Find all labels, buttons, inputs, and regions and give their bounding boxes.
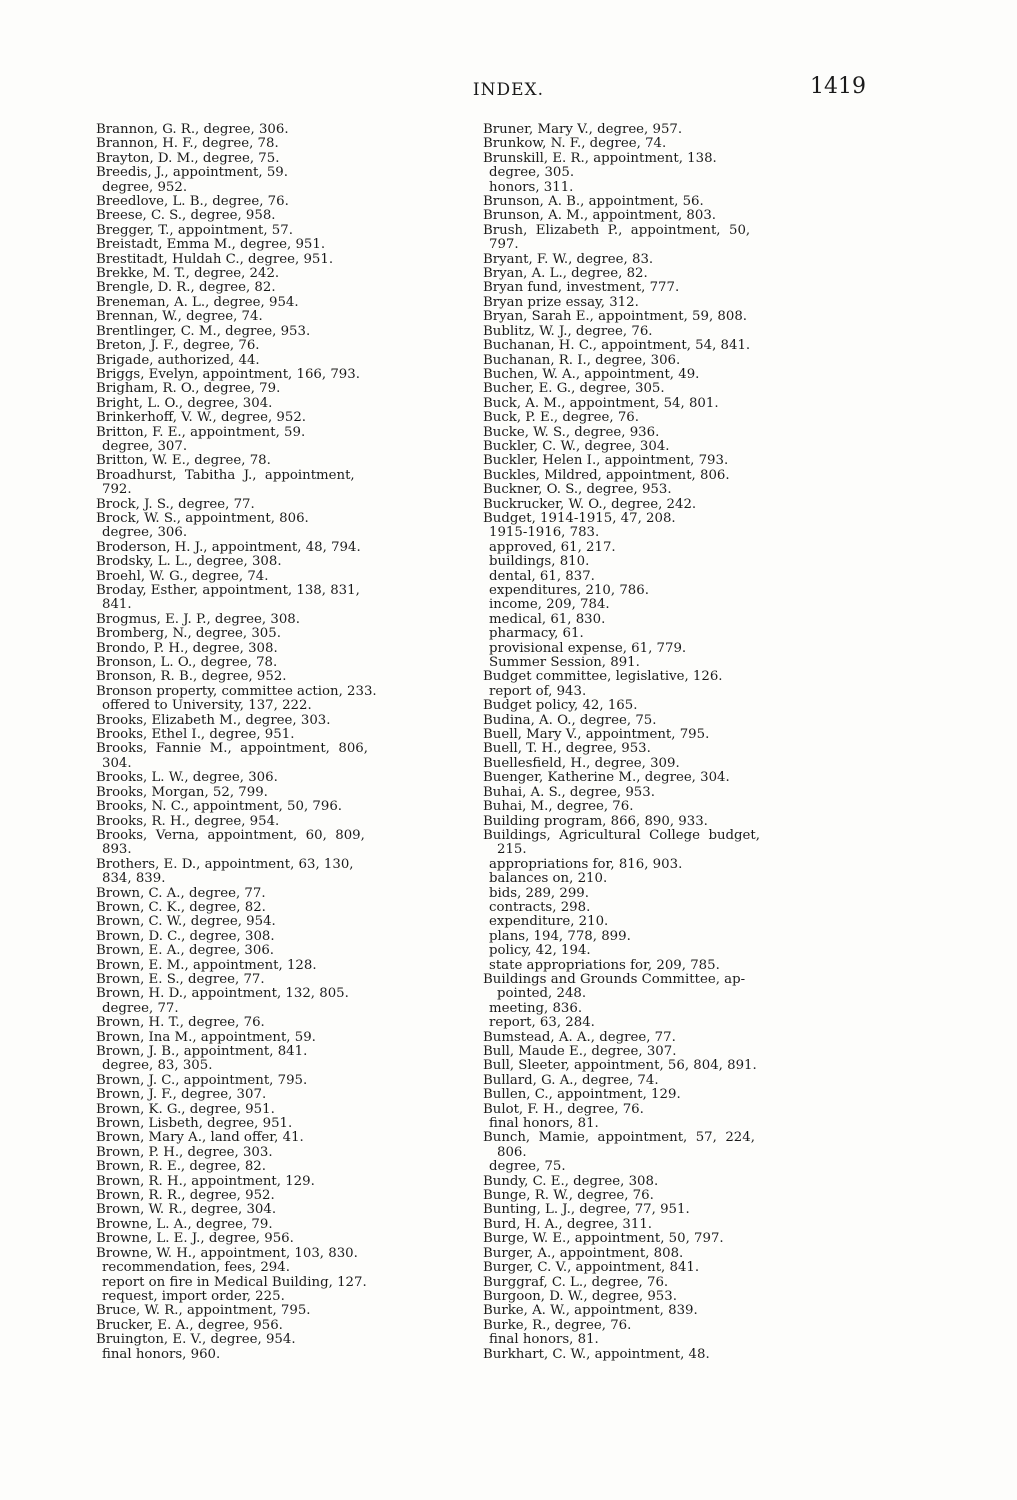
- index-entry: Buhai, M., degree, 76.: [483, 799, 634, 815]
- index-subentry: 797.: [489, 237, 519, 253]
- index-subentry: report on fire in Medical Building, 127.: [102, 1274, 367, 1290]
- index-entry: Britton, F. E., appointment, 59.: [96, 424, 306, 440]
- index-subentry: 893.: [102, 842, 132, 858]
- index-entry: Budget, 1914-1915, 47, 208.: [483, 510, 676, 526]
- index-subentry: Summer Session, 891.: [489, 655, 640, 671]
- index-entry: Bullen, C., appointment, 129.: [483, 1087, 681, 1103]
- index-subentry: request, import order, 225.: [102, 1288, 285, 1304]
- index-entry: Brooks, L. W., degree, 306.: [96, 770, 278, 786]
- index-entry: Burke, A. W., appointment, 839.: [483, 1303, 698, 1319]
- index-entry: Bunting, L. J., degree, 77, 951.: [483, 1202, 690, 1218]
- index-entry: Brannon, H. F., degree, 78.: [96, 136, 279, 152]
- index-entry: Bright, L. O., degree, 304.: [96, 395, 273, 411]
- index-subentry: report of, 943.: [489, 683, 587, 699]
- index-entry: Brooks, Ethel I., degree, 951.: [96, 727, 295, 743]
- index-entry: Brown, C. W., degree, 954.: [96, 914, 276, 930]
- index-entry: Breedis, J., appointment, 59.: [96, 165, 288, 181]
- index-subentry: balances on, 210.: [489, 871, 608, 887]
- index-entry: Bundy, C. E., degree, 308.: [483, 1173, 659, 1189]
- index-entry: Buchanan, R. I., degree, 306.: [483, 352, 681, 368]
- index-entry: Breedlove, L. B., degree, 76.: [96, 194, 289, 210]
- index-subentry: appropriations for, 816, 903.: [489, 856, 683, 872]
- index-entry: Brunskill, E. R., appointment, 138.: [483, 150, 717, 166]
- index-entry: Brekke, M. T., degree, 242.: [96, 266, 280, 282]
- index-entry: Budget policy, 42, 165.: [483, 698, 638, 714]
- index-column-left: [96, 123, 466, 1362]
- index-entry: Bulot, F. H., degree, 76.: [483, 1101, 644, 1117]
- index-entry: Buell, Mary V., appointment, 795.: [483, 727, 710, 743]
- index-subentry: degree, 77.: [102, 1000, 179, 1016]
- index-entry: Brock, J. S., degree, 77.: [96, 496, 255, 512]
- index-entry: Brown, P. H., degree, 303.: [96, 1144, 273, 1160]
- index-entry: Brooks, N. C., appointment, 50, 796.: [96, 799, 343, 815]
- index-subentry: 806.: [497, 1144, 527, 1160]
- index-subentry: degree, 83, 305.: [102, 1058, 213, 1074]
- index-entry: Brown, J. B., appointment, 841.: [96, 1044, 308, 1059]
- index-entry: Brown, R. R., degree, 952.: [96, 1188, 275, 1204]
- index-subentry: offered to University, 137, 222.: [102, 698, 312, 714]
- index-entry: Buchen, W. A., appointment, 49.: [483, 366, 700, 382]
- index-entry: Brown, E. M., appointment, 128.: [96, 957, 317, 973]
- index-entry: Buellesfield, H., degree, 309.: [483, 755, 680, 771]
- index-subentry: degree, 306.: [102, 525, 188, 541]
- index-entry: Brayton, D. M., degree, 75.: [96, 150, 280, 166]
- index-entry: Bromberg, N., degree, 305.: [96, 626, 281, 642]
- index-entry: Bronson, L. O., degree, 78.: [96, 655, 278, 671]
- index-entry: Buildings, Agricultural College budget,: [483, 827, 760, 843]
- index-column-right: [483, 123, 853, 1362]
- index-entry: Brown, J. F., degree, 307.: [96, 1087, 267, 1103]
- index-entry: Brown, H. T., degree, 76.: [96, 1015, 265, 1031]
- index-subentry: dental, 61, 837.: [489, 568, 595, 584]
- index-entry: Brondo, P. H., degree, 308.: [96, 640, 278, 656]
- index-entry: Buildings and Grounds Committee, ap-: [483, 971, 746, 987]
- index-entry: Broehl, W. G., degree, 74.: [96, 568, 269, 584]
- index-subentry: 841.: [102, 597, 132, 613]
- index-entry: Brestitadt, Huldah C., degree, 951.: [96, 251, 334, 267]
- index-entry: Brunson, A. B., appointment, 56.: [483, 194, 704, 210]
- index-subentry: expenditure, 210.: [489, 914, 609, 930]
- index-entry: Bryant, F. W., degree, 83.: [483, 251, 654, 267]
- index-entry: Brennan, W., degree, 74.: [96, 309, 263, 325]
- index-entry: Bruner, Mary V., degree, 957.: [483, 122, 683, 137]
- index-entry: Bryan, A. L., degree, 82.: [483, 266, 648, 282]
- index-entry: Bruington, E. V., degree, 954.: [96, 1332, 296, 1348]
- index-subentry: 834, 839.: [102, 871, 166, 887]
- index-subentry: plans, 194, 778, 899.: [489, 928, 631, 944]
- index-entry: Bryan prize essay, 312.: [483, 294, 639, 310]
- index-entry: Buck, A. M., appointment, 54, 801.: [483, 395, 719, 411]
- index-entry: Burke, R., degree, 76.: [483, 1317, 632, 1333]
- index-entry: Breton, J. F., degree, 76.: [96, 338, 260, 354]
- index-entry: Buell, T. H., degree, 953.: [483, 741, 651, 757]
- index-entry: Buckler, C. W., degree, 304.: [483, 438, 670, 454]
- index-entry: Burkhart, C. W., appointment, 48.: [483, 1346, 710, 1362]
- index-subentry: degree, 75.: [489, 1159, 566, 1175]
- index-entry: Brown, Ina M., appointment, 59.: [96, 1029, 316, 1045]
- index-entry: Brooks, Elizabeth M., degree, 303.: [96, 712, 331, 728]
- index-entry: Buchanan, H. C., appointment, 54, 841.: [483, 338, 751, 354]
- index-entry: Buckles, Mildred, appointment, 806.: [483, 467, 730, 483]
- index-subentry: degree, 307.: [102, 438, 188, 454]
- running-header-title: INDEX.: [472, 80, 545, 100]
- index-subentry: pharmacy, 61.: [489, 626, 584, 642]
- index-subentry: report, 63, 284.: [489, 1015, 595, 1031]
- index-entry: Brogmus, E. J. P., degree, 308.: [96, 611, 300, 627]
- index-entry: Brooks, R. H., degree, 954.: [96, 813, 280, 829]
- index-entry: Brown, D. C., degree, 308.: [96, 928, 275, 944]
- index-entry: Bryan fund, investment, 777.: [483, 280, 680, 296]
- index-entry: Britton, W. E., degree, 78.: [96, 453, 271, 469]
- index-entry: Building program, 866, 890, 933.: [483, 813, 708, 829]
- index-entry: Browne, L. E. J., degree, 956.: [96, 1231, 294, 1247]
- index-entry: Breese, C. S., degree, 958.: [96, 208, 276, 224]
- index-subentry: 792.: [102, 482, 132, 498]
- index-subentry: final honors, 81.: [489, 1116, 599, 1132]
- index-entry: Brannon, G. R., degree, 306.: [96, 122, 289, 137]
- index-subentry: degree, 952.: [102, 179, 188, 195]
- index-entry: Brown, W. R., degree, 304.: [96, 1202, 277, 1218]
- index-entry: Brodsky, L. L., degree, 308.: [96, 554, 282, 570]
- index-entry: Breistadt, Emma M., degree, 951.: [96, 237, 326, 253]
- index-entry: Buckner, O. S., degree, 953.: [483, 482, 672, 498]
- index-entry: Brinkerhoff, V. W., degree, 952.: [96, 410, 307, 426]
- index-subentry: medical, 61, 830.: [489, 611, 606, 627]
- index-entry: Breneman, A. L., degree, 954.: [96, 294, 299, 310]
- index-entry: Bregger, T., appointment, 57.: [96, 222, 293, 238]
- index-entry: Brigham, R. O., degree, 79.: [96, 381, 281, 397]
- index-entry: Buckler, Helen I., appointment, 793.: [483, 453, 729, 469]
- page-number: 1419: [810, 74, 866, 99]
- index-entry: Brown, C. A., degree, 77.: [96, 885, 266, 901]
- index-entry: Brooks, Verna, appointment, 60, 809,: [96, 827, 365, 843]
- index-entry: Brush, Elizabeth P., appointment, 50,: [483, 222, 751, 238]
- index-entry: Burge, W. E., appointment, 50, 797.: [483, 1231, 724, 1247]
- index-entry: Brown, C. K., degree, 82.: [96, 899, 266, 915]
- index-entry: Broday, Esther, appointment, 138, 831,: [96, 583, 360, 598]
- index-entry: Browne, L. A., degree, 79.: [96, 1216, 273, 1232]
- index-entry: Browne, W. H., appointment, 103, 830.: [96, 1245, 358, 1261]
- index-entry: Brunson, A. M., appointment, 803.: [483, 208, 717, 224]
- index-entry: Brothers, E. D., appointment, 63, 130,: [96, 856, 354, 872]
- index-subentry: final honors, 960.: [102, 1346, 221, 1362]
- index-subentry: 1915-1916, 783.: [489, 525, 600, 541]
- index-entry: Brucker, E. A., degree, 956.: [96, 1317, 283, 1333]
- index-entry: Broderson, H. J., appointment, 48, 794.: [96, 539, 361, 555]
- index-entry: Brunkow, N. F., degree, 74.: [483, 136, 667, 152]
- index-entry: Buck, P. E., degree, 76.: [483, 410, 639, 426]
- index-entry: Brock, W. S., appointment, 806.: [96, 510, 309, 526]
- index-entry: Bunge, R. W., degree, 76.: [483, 1188, 654, 1204]
- index-entry: Brown, K. G., degree, 951.: [96, 1101, 275, 1117]
- index-entry: Bullard, G. A., degree, 74.: [483, 1072, 659, 1088]
- index-subentry: policy, 42, 194.: [489, 943, 591, 959]
- index-subentry: income, 209, 784.: [489, 597, 610, 613]
- index-subentry: bids, 289, 299.: [489, 885, 589, 901]
- index-subentry: final honors, 81.: [489, 1332, 599, 1348]
- index-entry: Burger, C. V., appointment, 841.: [483, 1260, 700, 1276]
- index-entry: Bronson, R. B., degree, 952.: [96, 669, 287, 685]
- index-entry: Buckrucker, W. O., degree, 242.: [483, 496, 697, 512]
- index-entry: Brown, Mary A., land offer, 41.: [96, 1130, 304, 1146]
- index-subentry: provisional expense, 61, 779.: [489, 640, 687, 656]
- index-entry: Bucher, E. G., degree, 305.: [483, 381, 665, 397]
- index-entry: Bruce, W. R., appointment, 795.: [96, 1303, 311, 1319]
- index-entry: Brooks, Fannie M., appointment, 806,: [96, 741, 368, 757]
- index-subentry: degree, 305.: [489, 165, 575, 181]
- index-subentry: honors, 311.: [489, 179, 574, 195]
- index-entry: Brown, R. E., degree, 82.: [96, 1159, 266, 1175]
- index-entry: Burger, A., appointment, 808.: [483, 1245, 684, 1261]
- index-subentry: expenditures, 210, 786.: [489, 583, 649, 598]
- index-subentry: contracts, 298.: [489, 899, 591, 915]
- index-entry: Bublitz, W. J., degree, 76.: [483, 323, 653, 339]
- index-entry: Bryan, Sarah E., appointment, 59, 808.: [483, 309, 748, 325]
- index-entry: Buhai, A. S., degree, 953.: [483, 784, 655, 800]
- index-subentry: 304.: [102, 755, 132, 771]
- index-entry: Bumstead, A. A., degree, 77.: [483, 1029, 676, 1045]
- index-entry: Brengle, D. R., degree, 82.: [96, 280, 276, 296]
- index-entry: Bronson property, committee action, 233.: [96, 683, 377, 699]
- index-entry: Burggraf, C. L., degree, 76.: [483, 1274, 669, 1290]
- index-entry: Bull, Maude E., degree, 307.: [483, 1044, 677, 1059]
- index-entry: Brown, E. A., degree, 306.: [96, 943, 275, 959]
- index-entry: Burd, H. A., degree, 311.: [483, 1216, 653, 1232]
- index-entry: Brown, Lisbeth, degree, 951.: [96, 1116, 293, 1132]
- index-entry: Brown, J. C., appointment, 795.: [96, 1072, 308, 1088]
- index-entry: Brown, H. D., appointment, 132, 805.: [96, 986, 349, 1002]
- index-subentry: buildings, 810.: [489, 554, 590, 570]
- index-subentry: pointed, 248.: [497, 986, 587, 1002]
- index-entry: Budget committee, legislative, 126.: [483, 669, 723, 685]
- index-entry: Bull, Sleeter, appointment, 56, 804, 891.: [483, 1058, 757, 1074]
- index-entry: Budina, A. O., degree, 75.: [483, 712, 657, 728]
- index-entry: Brigade, authorized, 44.: [96, 352, 260, 368]
- index-entry: Brown, E. S., degree, 77.: [96, 971, 265, 987]
- index-entry: Brown, R. H., appointment, 129.: [96, 1173, 315, 1189]
- index-entry: Brooks, Morgan, 52, 799.: [96, 784, 268, 800]
- index-entry: Buenger, Katherine M., degree, 304.: [483, 770, 730, 786]
- index-entry: Briggs, Evelyn, appointment, 166, 793.: [96, 366, 360, 382]
- index-subentry: 215.: [497, 842, 527, 858]
- index-subentry: recommendation, fees, 294.: [102, 1260, 290, 1276]
- index-subentry: meeting, 836.: [489, 1000, 583, 1016]
- index-entry: Broadhurst, Tabitha J., appointment,: [96, 467, 355, 483]
- index-subentry: approved, 61, 217.: [489, 539, 616, 555]
- index-entry: Brentlinger, C. M., degree, 953.: [96, 323, 311, 339]
- index-subentry: state appropriations for, 209, 785.: [489, 957, 720, 973]
- index-entry: Bunch, Mamie, appointment, 57, 224,: [483, 1130, 755, 1146]
- index-entry: Bucke, W. S., degree, 936.: [483, 424, 660, 440]
- index-entry: Burgoon, D. W., degree, 953.: [483, 1288, 677, 1304]
